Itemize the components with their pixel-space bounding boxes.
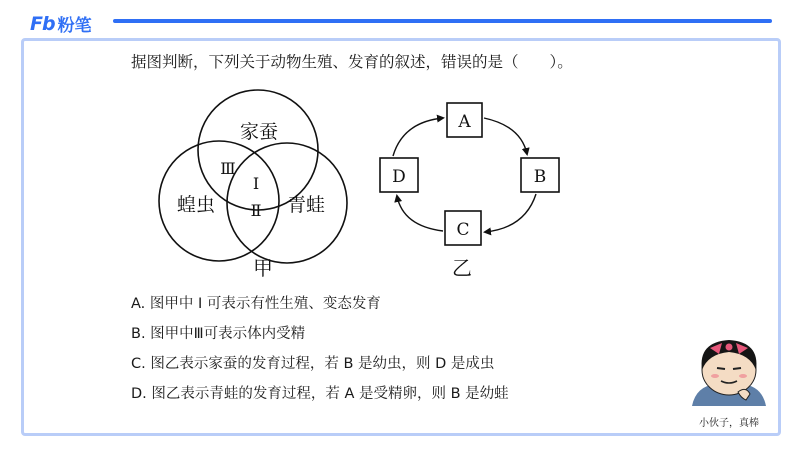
option-b: B. 图甲中Ⅲ可表示体内受精 [131, 326, 306, 342]
venn-label-right: 青蛙 [286, 194, 326, 216]
cycle-label-d: D [392, 167, 406, 187]
option-c: C. 图乙表示家蚕的发育过程，若 B 是幼虫，则 D 是成虫 [131, 356, 495, 372]
logo-text: 粉笔 [57, 16, 92, 36]
mascot-caption: 小伙子，真棒 [699, 418, 759, 429]
cycle-arrow-b-to-c [485, 194, 536, 232]
cycle-arrow-c-to-d [397, 196, 443, 231]
venn-region-iii: Ⅲ [220, 159, 236, 178]
cycle-label-a: A [458, 112, 471, 132]
cycle-arrow-d-to-a [393, 118, 443, 156]
venn-diagram [159, 90, 347, 280]
mascot-sticker [686, 328, 772, 412]
figure-jia-label: 甲 [253, 256, 273, 280]
logo-mark: Fb [30, 12, 55, 35]
option-d: D. 图乙表示青蛙的发育过程，若 A 是受精卵，则 B 是幼蛙 [131, 386, 509, 402]
figure-yi-label: 乙 [452, 256, 472, 280]
venn-label-left: 蝗虫 [176, 194, 216, 216]
question-stem: 据图判断，下列关于动物生殖、发育的叙述，错误的是（ ）。 [131, 53, 573, 71]
option-a: A. 图甲中 I 可表示有性生殖、变态发育 [131, 296, 381, 312]
cycle-diagram [380, 103, 559, 280]
venn-region-i: Ⅰ [252, 174, 260, 193]
cycle-arrow-a-to-b [484, 118, 527, 154]
cycle-label-b: B [533, 167, 547, 187]
venn-region-ii: Ⅱ [250, 201, 262, 220]
venn-label-top: 家蚕 [239, 121, 279, 143]
cycle-label-c: C [456, 220, 470, 240]
